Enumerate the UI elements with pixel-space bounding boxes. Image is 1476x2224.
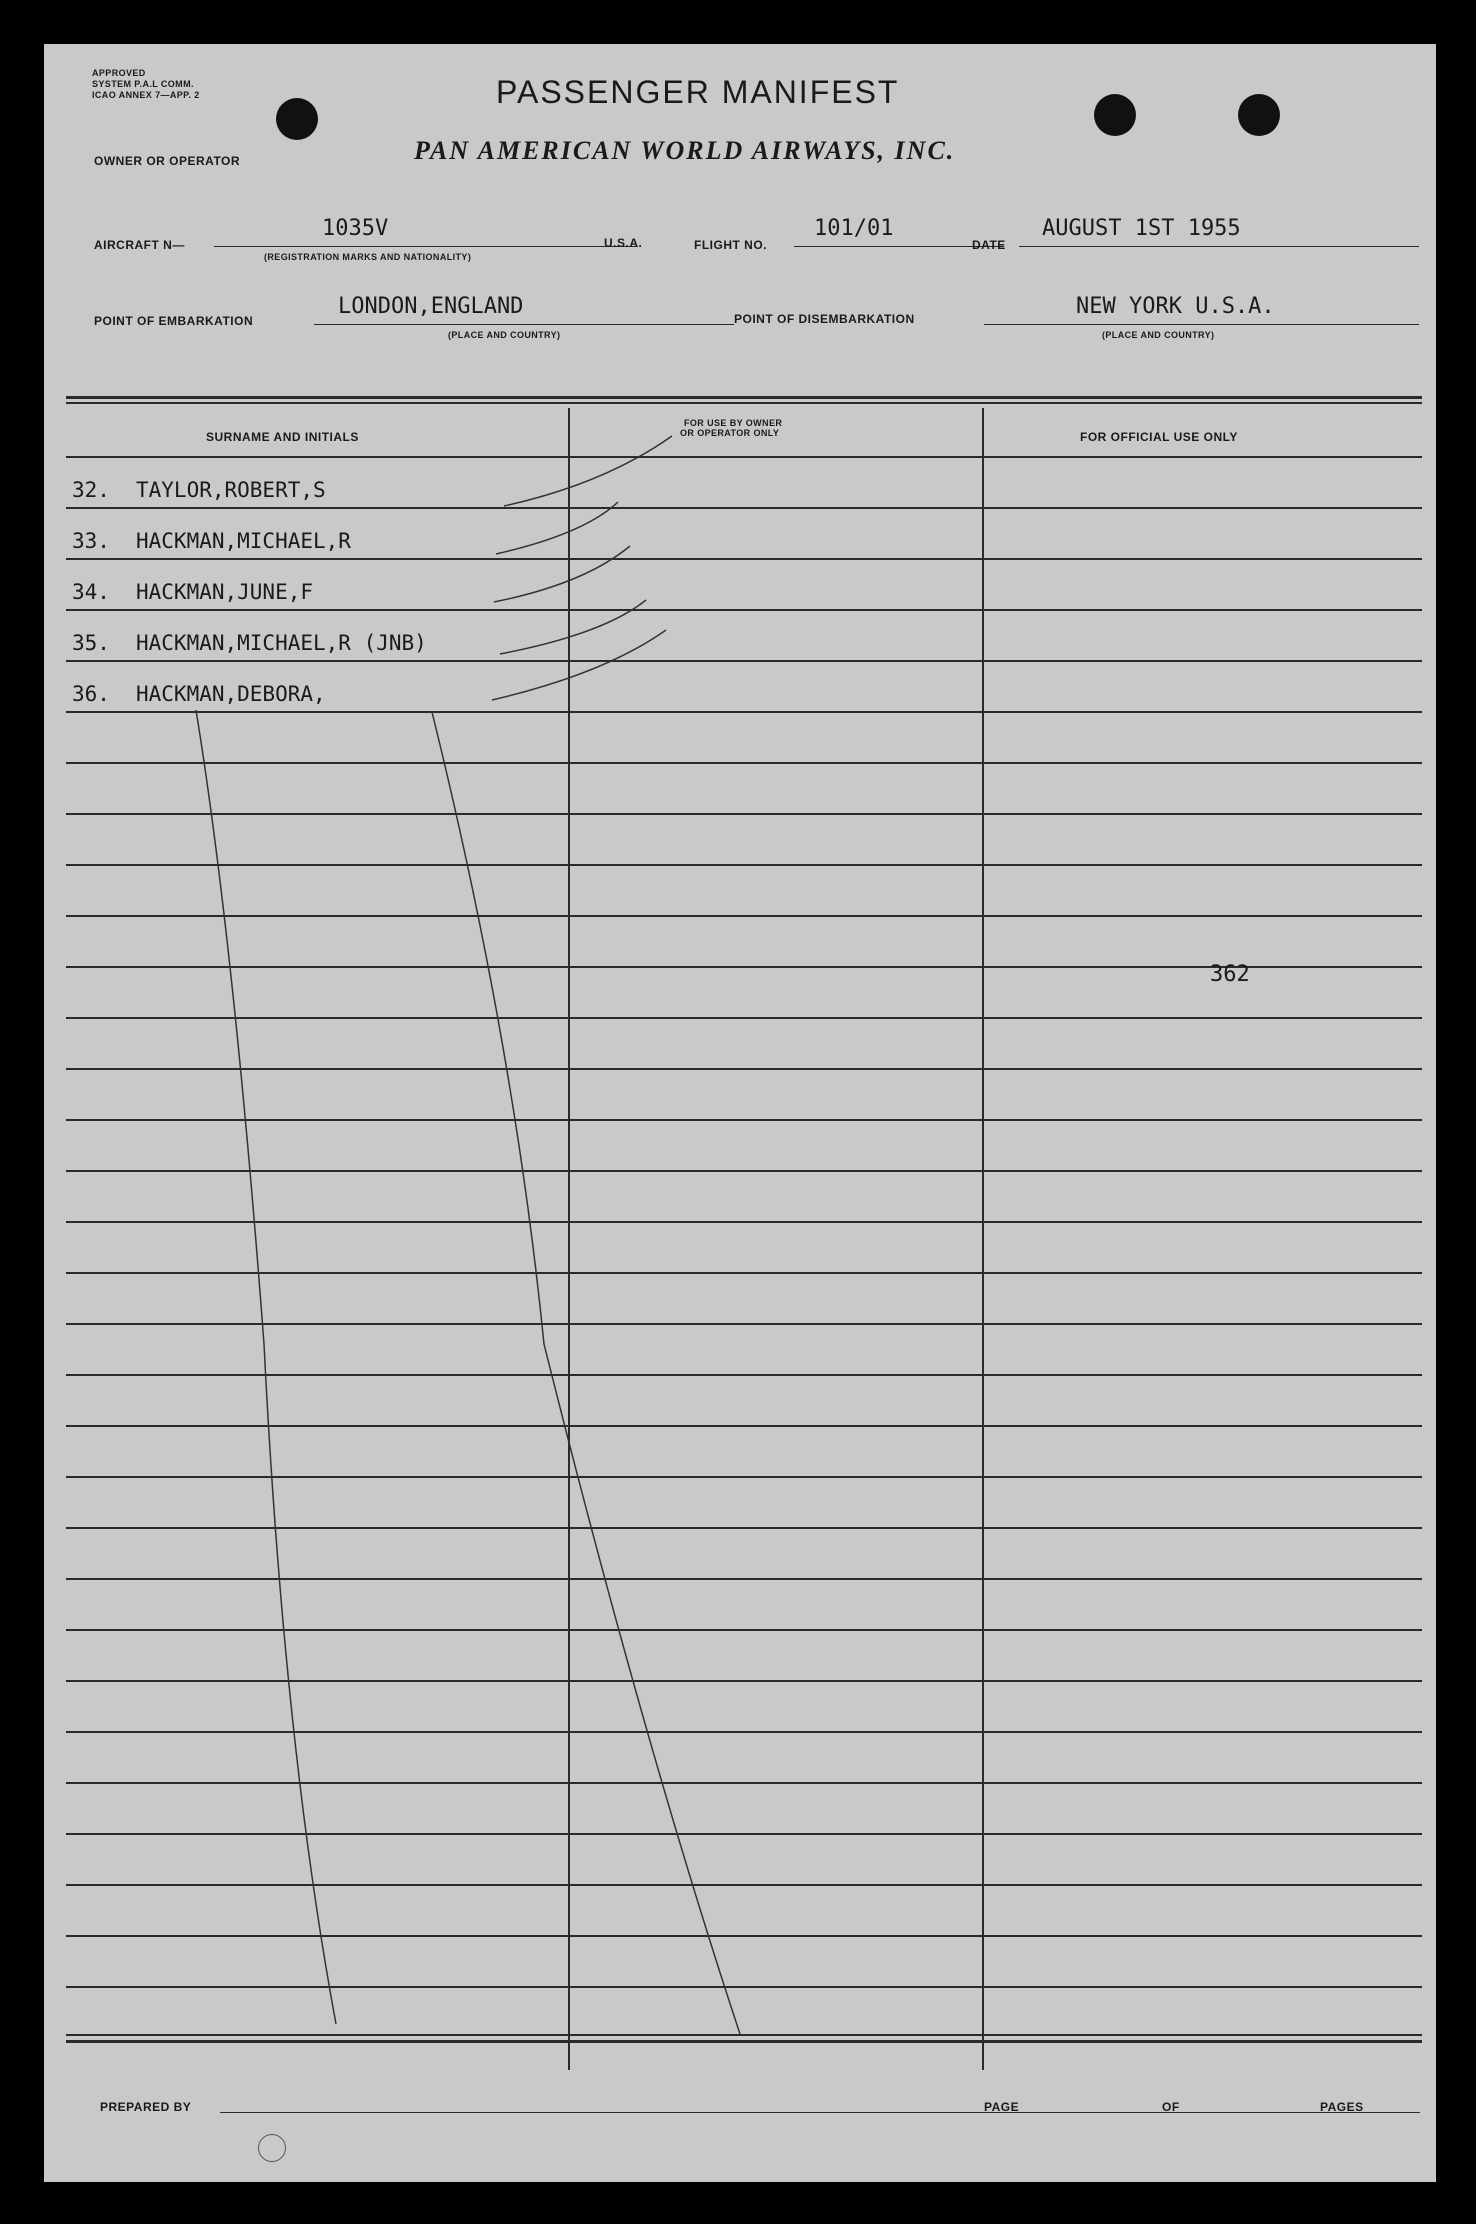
manifest-sheet (44, 44, 1436, 2182)
passenger-name: HACKMAN,DEBORA, (136, 682, 326, 706)
row-number: 35. (72, 631, 110, 655)
disembarkation-value: NEW YORK U.S.A. (1076, 294, 1275, 319)
page-title: PASSENGER MANIFEST (496, 74, 900, 110)
column-header-name: SURNAME AND INITIALS (206, 430, 359, 444)
prepared-by-label: PREPARED BY (100, 2100, 192, 2114)
usa-label: U.S.A. (604, 236, 643, 250)
pages-label: PAGES (1320, 2100, 1364, 2114)
passenger-name: HACKMAN,MICHAEL,R (JNB) (136, 631, 427, 655)
printed-stamp (258, 2134, 286, 2162)
embarkation-label: POINT OF EMBARKATION (94, 314, 254, 328)
passenger-name: TAYLOR,ROBERT,S (136, 478, 326, 502)
approval-line-2: SYSTEM P.A.L COMM. (92, 79, 194, 89)
of-label: OF (1162, 2100, 1180, 2114)
date-value: AUGUST 1ST 1955 (1042, 216, 1241, 241)
row-number: 32. (72, 478, 110, 502)
pencil-marks (44, 44, 1436, 2182)
column-header-owner-2: OR OPERATOR ONLY (680, 428, 780, 438)
column-header-official: FOR OFFICIAL USE ONLY (1080, 430, 1238, 444)
row-number: 33. (72, 529, 110, 553)
disembarkation-label: POINT OF DISEMBARKATION (734, 312, 915, 326)
table-bottom-rule (66, 2034, 1422, 2036)
aircraft-value: 1035V (322, 216, 389, 241)
owner-label: OWNER OR OPERATOR (94, 154, 241, 168)
page-label: PAGE (984, 2100, 1020, 2114)
embarkation-caption: (PLACE AND COUNTRY) (448, 330, 561, 340)
approval-line-3: ICAO ANNEX 7—APP. 2 (92, 90, 200, 100)
passenger-name: HACKMAN,JUNE,F (136, 580, 314, 604)
embarkation-value: LONDON,ENGLAND (338, 294, 524, 319)
flight-label: FLIGHT NO. (694, 238, 767, 252)
date-label: DATE (972, 238, 1006, 252)
row-number: 36. (72, 682, 110, 706)
disembarkation-caption: (PLACE AND COUNTRY) (1102, 330, 1215, 340)
operator-name: PAN AMERICAN WORLD AIRWAYS, INC. (414, 136, 956, 165)
official-note: 362 (1210, 962, 1250, 987)
aircraft-label: AIRCRAFT N— (94, 238, 185, 252)
column-header-owner-1: FOR USE BY OWNER (684, 418, 783, 428)
flight-value: 101/01 (814, 216, 894, 241)
registration-caption: (REGISTRATION MARKS AND NATIONALITY) (264, 252, 472, 262)
approval-line-1: APPROVED (92, 68, 146, 78)
passenger-name: HACKMAN,MICHAEL,R (136, 529, 351, 553)
row-number: 34. (72, 580, 110, 604)
